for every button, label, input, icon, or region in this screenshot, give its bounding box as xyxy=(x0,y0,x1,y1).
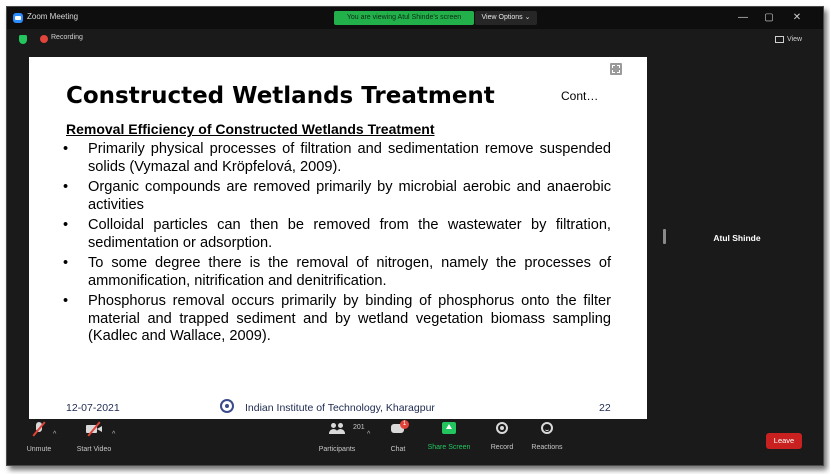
slide-heading: Removal Efficiency of Constructed Wetlands Treatment xyxy=(66,121,435,137)
start-video-button[interactable] xyxy=(71,422,117,453)
institute-logo xyxy=(220,399,234,413)
recording-label: Recording xyxy=(51,34,83,41)
chat-icon xyxy=(391,422,405,436)
share-screen-label: Share Screen xyxy=(427,444,471,451)
grid-view-icon xyxy=(775,36,784,43)
view-options-label: View Options xyxy=(481,14,523,21)
bullet-item: • Phosphorus removal occurs primarily by binding of phosphorus onto the filter material and trapped sediment and by wetland vegetation biomass sampling (Kadlec and Wallace, 2009). xyxy=(63,293,611,346)
minimize-button[interactable]: — xyxy=(738,12,748,23)
panel-resize-handle[interactable] xyxy=(663,229,666,244)
screen-share-banner: You are viewing Atul Shinde's screen xyxy=(334,11,474,25)
view-options-button[interactable] xyxy=(475,11,537,25)
chat-button[interactable] xyxy=(385,422,411,453)
reactions-label: Reactions xyxy=(531,444,563,451)
bullet-item: • Primarily physical processes of filtration and sedimentation remove suspended solids (Vymazal and Kröpfelová, 2009). xyxy=(63,141,611,176)
bullet-item: • Organic compounds are removed primarily by microbial aerobic and anaerobic activities xyxy=(63,179,611,214)
participants-icon xyxy=(329,422,345,436)
record-icon xyxy=(496,422,508,434)
participants-button[interactable] xyxy=(317,422,357,453)
participants-options-caret-icon[interactable]: ^ xyxy=(367,431,371,438)
reactions-icon xyxy=(541,422,553,434)
participant-name: Atul Shinde xyxy=(713,233,761,243)
slide-date: 12-07-2021 xyxy=(66,402,120,414)
participants-count: 201 xyxy=(353,424,365,431)
maximize-button[interactable]: ▢ xyxy=(764,12,774,23)
zoom-window xyxy=(6,6,824,466)
view-button[interactable] xyxy=(775,33,813,46)
slide-institute: Indian Institute of Technology, Kharagpur xyxy=(245,402,435,414)
video-off-icon xyxy=(86,422,102,436)
security-shield-icon[interactable] xyxy=(19,35,27,44)
bullet-item: • To some degree there is the removal of nitrogen, namely the processes of ammonification, nitrification and denitrification. xyxy=(63,255,611,290)
close-button[interactable]: ✕ xyxy=(792,12,802,23)
bullet-item: • Colloidal particles can then be removed from the wastewater by filtration, sedimentation or adsorption. xyxy=(63,217,611,252)
record-label: Record xyxy=(490,444,514,451)
record-button[interactable] xyxy=(487,422,517,451)
video-options-caret-icon[interactable]: ^ xyxy=(112,431,116,438)
share-screen-icon xyxy=(442,422,456,434)
slide-title: Constructed Wetlands Treatment xyxy=(66,83,495,109)
slide-continued-label: Cont… xyxy=(561,89,599,103)
reactions-button[interactable] xyxy=(529,422,565,451)
share-screen-button[interactable] xyxy=(427,422,471,451)
microphone-muted-icon xyxy=(32,422,46,436)
expand-icon[interactable] xyxy=(610,63,622,75)
shared-slide xyxy=(29,57,647,419)
window-title: Zoom Meeting xyxy=(27,12,79,21)
slide-page-number: 22 xyxy=(599,402,611,414)
chevron-down-icon: ⌄ xyxy=(524,14,531,21)
meeting-toolbar xyxy=(7,420,823,465)
unmute-label: Unmute xyxy=(26,446,52,453)
zoom-app-icon xyxy=(13,13,23,23)
chat-label: Chat xyxy=(390,446,406,453)
participants-label: Participants xyxy=(318,446,356,453)
view-label: View xyxy=(787,36,803,43)
leave-button[interactable]: Leave xyxy=(766,433,802,449)
recording-icon xyxy=(40,35,48,43)
start-video-label: Start Video xyxy=(76,446,112,453)
title-bar xyxy=(7,7,823,29)
unmute-button[interactable] xyxy=(21,422,57,453)
bullet-list xyxy=(63,141,611,349)
chat-unread-badge: 1 xyxy=(400,420,409,429)
audio-options-caret-icon[interactable]: ^ xyxy=(53,431,57,438)
